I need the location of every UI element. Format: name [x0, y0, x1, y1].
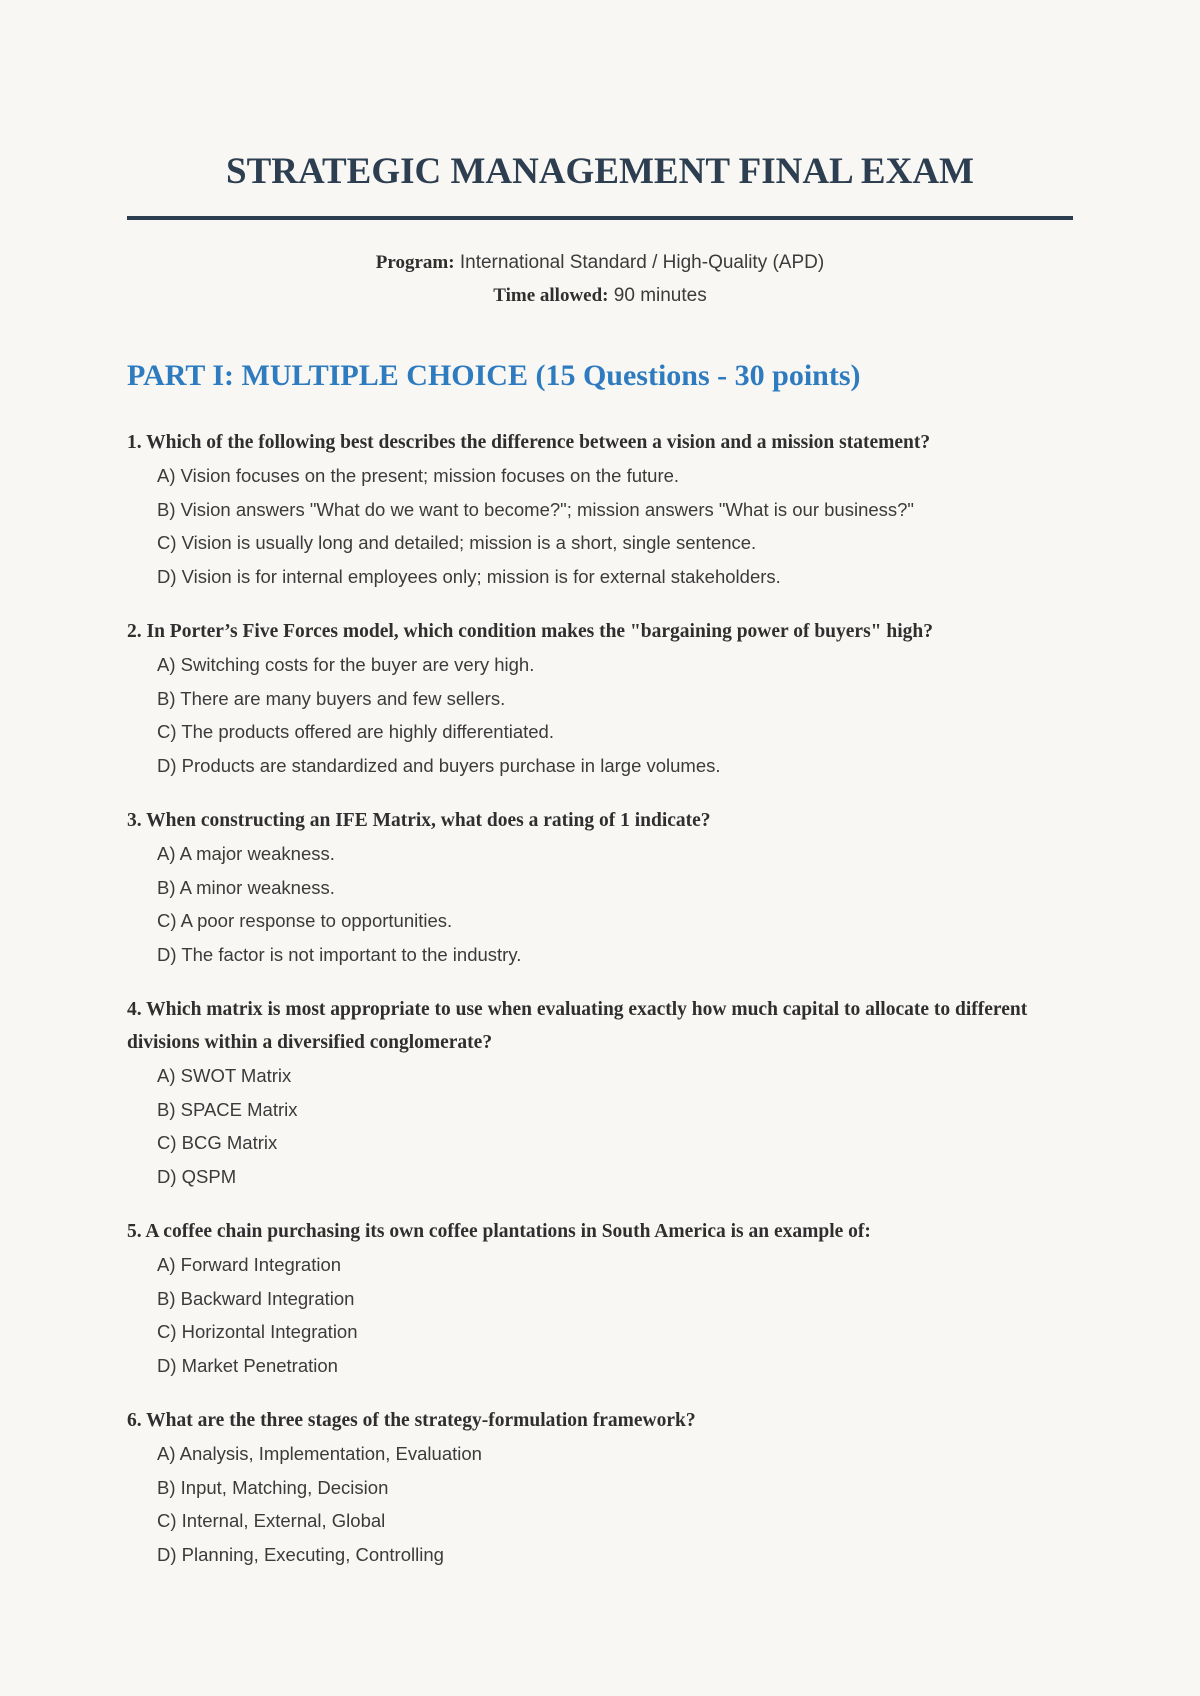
- part1-heading: PART I: MULTIPLE CHOICE (15 Questions - 30 points): [127, 359, 861, 392]
- answer-options: [127, 1059, 1073, 1193]
- question-1: [127, 426, 1073, 593]
- question-list: [127, 426, 1073, 1593]
- question-text: 4. Which matrix is most appropriate to use when evaluating exactly how much capital to allocate to different divisions within a diversified conglomerate?: [127, 999, 1028, 1053]
- question-text: 6. What are the three stages of the strategy-formulation framework?: [127, 1410, 696, 1431]
- option-d: D) Products are standardized and buyers purchase in large volumes.: [157, 754, 721, 776]
- program-line: [127, 248, 1073, 278]
- option-a: A) A major weakness.: [157, 843, 335, 864]
- option-a: A) Vision focuses on the present; mission focuses on the future.: [157, 465, 680, 486]
- option-b: B) A minor weakness.: [157, 876, 335, 898]
- option-b: B) Backward Integration: [157, 1287, 355, 1309]
- question-text: 2. In Porter’s Five Forces model, which condition makes the "bargaining power of buyers" high?: [127, 621, 933, 642]
- question-text: 1. Which of the following best describes the difference between a vision and a mission statement?: [127, 432, 931, 453]
- question-6: [127, 1404, 1073, 1571]
- question-5: [127, 1215, 1073, 1382]
- answer-options: [127, 648, 1073, 782]
- option-a: A) Forward Integration: [157, 1254, 342, 1275]
- time-allowed-label: Time allowed:: [493, 285, 609, 306]
- option-c: C) Vision is usually long and detailed; mission is a short, single sentence.: [157, 532, 757, 553]
- program-value: International Standard / High-Quality (APD): [459, 252, 825, 273]
- option-d: D) Market Penetration: [157, 1354, 338, 1376]
- option-c: C) The products offered are highly differentiated.: [157, 721, 554, 742]
- program-label: Program:: [375, 252, 455, 273]
- option-d: D) The factor is not important to the industry.: [157, 943, 522, 965]
- question-4: [127, 993, 1073, 1193]
- option-c: C) A poor response to opportunities.: [157, 910, 453, 931]
- option-d: D) Vision is for internal employees only; mission is for external stakeholders.: [157, 565, 781, 587]
- option-c: C) Internal, External, Global: [157, 1510, 386, 1531]
- question-text: 3. When constructing an IFE Matrix, what does a rating of 1 indicate?: [127, 810, 711, 831]
- question-2: [127, 615, 1073, 782]
- answer-options: [127, 837, 1073, 971]
- answer-options: [127, 1437, 1073, 1571]
- option-c: C) Horizontal Integration: [157, 1321, 358, 1342]
- option-b: B) There are many buyers and few sellers.: [157, 687, 506, 709]
- question-text: 5. A coffee chain purchasing its own coffee plantations in South America is an example of:: [127, 1221, 871, 1242]
- title-divider: [127, 216, 1073, 220]
- option-d: D) Planning, Executing, Controlling: [157, 1543, 444, 1565]
- exam-title: STRATEGIC MANAGEMENT FINAL EXAM: [226, 151, 974, 192]
- option-b: B) Vision answers "What do we want to become?"; mission answers "What is our business?": [157, 498, 915, 520]
- option-a: A) Switching costs for the buyer are very high.: [157, 654, 535, 675]
- option-c: C) BCG Matrix: [157, 1132, 278, 1153]
- answer-options: [127, 459, 1073, 593]
- option-a: A) SWOT Matrix: [157, 1065, 292, 1086]
- option-b: B) SPACE Matrix: [157, 1098, 298, 1120]
- option-b: B) Input, Matching, Decision: [157, 1476, 389, 1498]
- question-3: [127, 804, 1073, 971]
- time-allowed-line: [127, 281, 1073, 311]
- option-a: A) Analysis, Implementation, Evaluation: [157, 1443, 482, 1464]
- answer-options: [127, 1248, 1073, 1382]
- time-allowed-value: 90 minutes: [613, 285, 707, 306]
- option-d: D) QSPM: [157, 1165, 237, 1187]
